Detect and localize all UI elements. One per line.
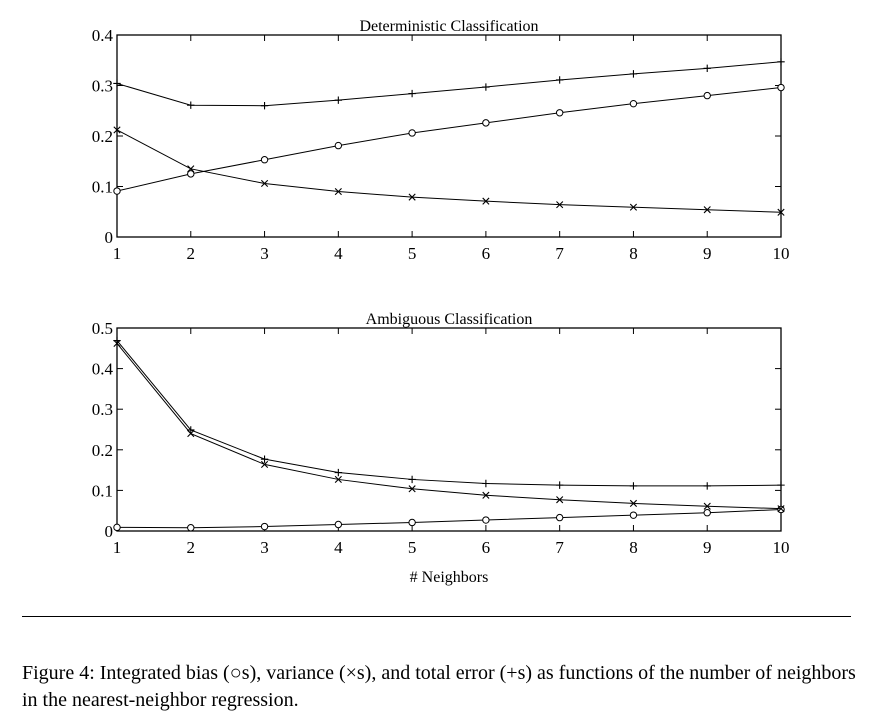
- data-point-circle: [114, 524, 120, 530]
- data-point-circle: [409, 130, 415, 136]
- data-point-plus: [187, 101, 194, 108]
- data-point-circle: [556, 514, 562, 520]
- y-tick-label: 0: [104, 522, 113, 541]
- series-1: [114, 84, 784, 194]
- x-tick-label: 1: [112, 538, 122, 557]
- series-line: [117, 62, 781, 106]
- data-point-circle: [704, 510, 710, 516]
- y-tick-label: 0.4: [91, 359, 113, 379]
- x-tick-label: 4: [334, 538, 343, 557]
- data-point-plus: [630, 482, 637, 489]
- data-point-plus: [556, 481, 563, 488]
- x-tick-label: 10: [772, 538, 790, 557]
- data-point-circle: [778, 506, 784, 512]
- data-point-plus: [630, 70, 637, 77]
- data-point-plus: [408, 90, 415, 97]
- data-point-plus: [113, 80, 120, 87]
- series-line: [117, 343, 781, 508]
- y-tick-label: 0.3: [91, 76, 113, 96]
- data-point-plus: [261, 102, 268, 109]
- x-tick-label: 4: [334, 244, 343, 263]
- x-axis-title: # Neighbors: [409, 569, 489, 586]
- series-line: [117, 341, 781, 486]
- y-tick-label: 0.4: [91, 26, 113, 45]
- y-tick-label: 0.1: [91, 177, 113, 197]
- x-tick-label: 3: [260, 538, 269, 557]
- x-tick-label: 9: [702, 538, 712, 557]
- x-tick-label: 1: [112, 244, 122, 263]
- x-tick-label: 2: [186, 538, 196, 557]
- chart-1: [92, 18, 790, 263]
- y-tick-label: 0: [104, 228, 113, 247]
- data-point-plus: [556, 76, 563, 83]
- data-point-circle: [556, 110, 562, 116]
- y-tick-label: 0.3: [91, 400, 113, 420]
- chart-2: [92, 311, 790, 586]
- data-point-plus: [482, 480, 489, 487]
- series-3: [113, 337, 784, 490]
- series-1: [114, 506, 784, 531]
- x-tick-label: 7: [555, 538, 564, 557]
- plot-frame: [117, 328, 781, 531]
- data-point-plus: [335, 96, 342, 103]
- x-tick-label: 8: [629, 538, 638, 557]
- data-point-circle: [630, 100, 636, 106]
- data-point-circle: [483, 517, 489, 523]
- series-line: [117, 88, 781, 192]
- series-line: [117, 509, 781, 527]
- data-point-plus: [777, 58, 784, 65]
- data-point-circle: [778, 84, 784, 90]
- x-tick-label: 3: [260, 244, 269, 263]
- chart-title: Ambiguous Classification: [365, 311, 533, 328]
- caption-rule: [22, 616, 851, 617]
- x-tick-label: 6: [481, 244, 491, 263]
- y-tick-label: 0.1: [91, 481, 113, 501]
- data-point-circle: [630, 512, 636, 518]
- data-point-plus: [482, 83, 489, 90]
- x-tick-label: 5: [407, 244, 417, 263]
- data-point-circle: [335, 142, 341, 148]
- x-tick-label: 2: [186, 244, 196, 263]
- x-tick-label: 7: [555, 244, 564, 263]
- data-point-circle: [261, 523, 267, 529]
- data-point-plus: [777, 481, 784, 488]
- data-point-circle: [188, 525, 194, 531]
- data-point-plus: [704, 482, 711, 489]
- data-point-circle: [261, 157, 267, 163]
- series-line: [117, 130, 781, 212]
- x-tick-label: 5: [407, 538, 417, 557]
- x-tick-label: 6: [481, 538, 491, 557]
- series-2: [114, 127, 784, 216]
- x-tick-label: 9: [702, 244, 712, 263]
- data-point-circle: [114, 188, 120, 194]
- plot-frame: [117, 35, 781, 237]
- data-point-plus: [335, 469, 342, 476]
- chart-title: Deterministic Classification: [359, 18, 539, 35]
- y-tick-label: 0.5: [91, 319, 113, 338]
- data-point-plus: [408, 476, 415, 483]
- data-point-plus: [704, 65, 711, 72]
- data-point-circle: [483, 120, 489, 126]
- figure-caption: Figure 4: Integrated bias (○s), variance (×s), and total error (+s) as functions of the number of neighbors in the nearest-neighbor regression.: [22, 662, 856, 711]
- x-tick-label: 10: [772, 244, 790, 263]
- series-3: [113, 58, 784, 109]
- data-point-circle: [704, 92, 710, 98]
- data-point-circle: [335, 521, 341, 527]
- x-tick-label: 8: [629, 244, 638, 263]
- y-tick-label: 0.2: [91, 127, 113, 146]
- y-tick-label: 0.2: [91, 440, 113, 460]
- data-point-circle: [409, 519, 415, 525]
